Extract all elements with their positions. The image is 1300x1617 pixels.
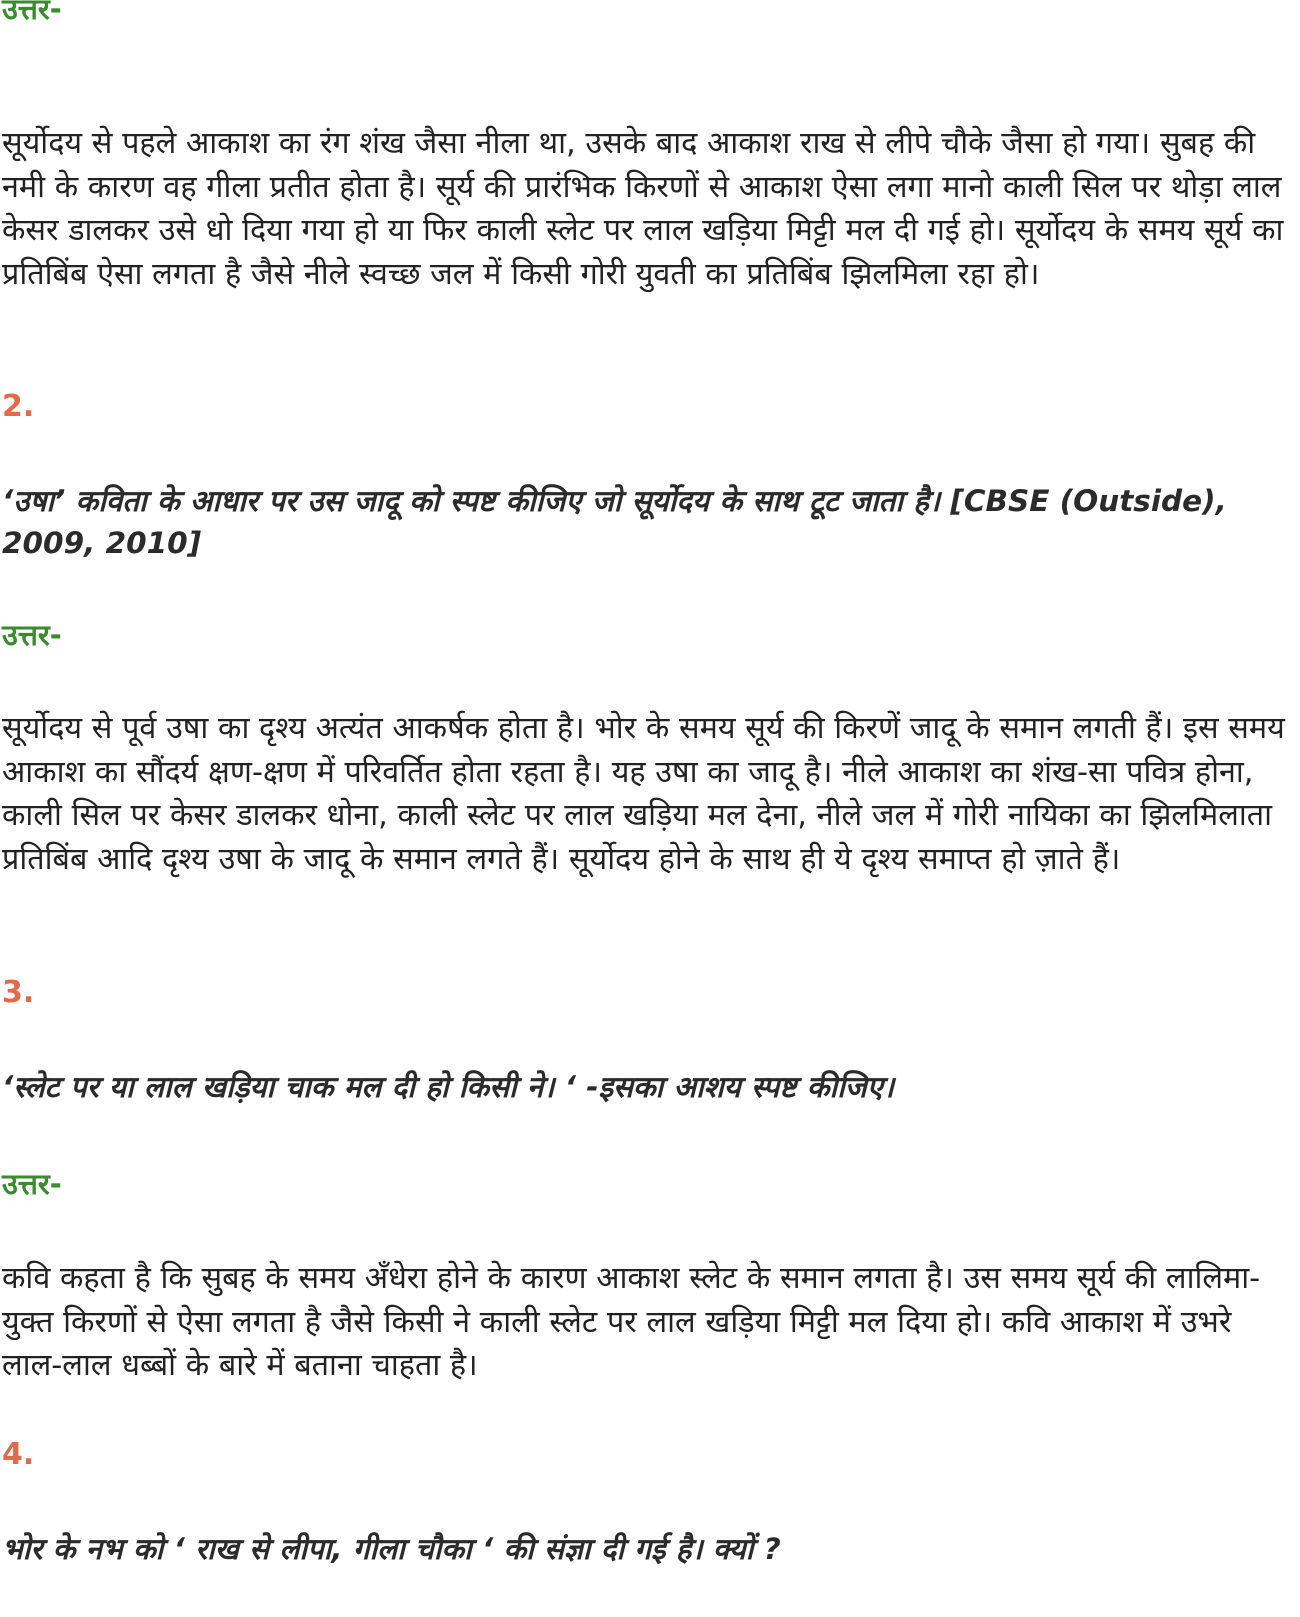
answer-label: उत्तर- [2,0,62,26]
answer-paragraph: कवि कहता है कि सुबह के समय अँधेरा होने के कारण आकाश स्लेट के समान लगता है। उस समय सूर्य की लालिमा-युक्त किरणों से ऐसा लगता है जैसे किसी ने काली स्लेट पर लाल खड़िया मिट्टी मल दिया हो। कवि आकाश में उभरे लाल-लाल धब्बों के बारे में बताना चाहता है। [2,1261,1261,1384]
answer-label: उत्तर- [2,618,62,652]
question-number: 3. [2,975,35,1010]
question-text: ‘स्लेट पर या लाल खड़िया चाक मल दी हो किसी ने। ‘ -इसका आशय स्पष्ट कीजिए। [2,1070,895,1104]
question-text: भोर के नभ को ‘ राख से लीपा, गीला चौका ‘ की संज्ञा दी गई है। क्यों ? [2,1532,781,1566]
question-number: 2. [2,389,35,424]
question-text: ‘उषा’ कविता के आधार पर उस जादू को स्पष्ट कीजिए जो सूर्योदय के साथ टूट जाता है। [CBSE (Outside), 2009, 2010] [2,484,1227,560]
answer-paragraph: सूर्योदय से पहले आकाश का रंग शंख जैसा नीला था, उसके बाद आकाश राख से लीपे चौके जैसा हो गया। सुबह की नमी के कारण वह गीला प्रतीत होता है। सूर्य की प्रारंभिक किरणों से आकाश ऐसा लगा मानो काली सिल पर थोड़ा लाल केसर डालकर उसे धो दिया गया हो या फिर काली स्लेट पर लाल खड़िया मिट्टी मल दी गई हो। सूर्योदय के समय सूर्य का प्रतिबिंब ऐसा लगता है जैसे नीले स्वच्छ जल में किसी गोरी युवती का प्रतिबिंब झिलमिला रहा हो। [2,126,1284,292]
answer-label: उत्तर- [2,1167,62,1201]
answer-paragraph: सूर्योदय से पूर्व उषा का दृश्य अत्यंत आकर्षक होता है। भोर के समय सूर्य की किरणें जादू के समान लगती हैं। इस समय आकाश का सौंदर्य क्षण-क्षण में परिवर्तित होता रहता है। यह उषा का जादू है। नीले आकाश का शंख-सा पवित्र होना, काली सिल पर केसर डालकर धोना, काली स्लेट पर लाल खड़िया मल देना, नीले जल में गोरी नायिका का झिलमिलाता प्रतिबिंब आदि दृश्य उषा के जादू के समान लगते हैं। सूर्योदय होने के साथ ही ये दृश्य समाप्त हो ज़ाते हैं। [2,711,1285,877]
question-number: 4. [2,1437,35,1472]
